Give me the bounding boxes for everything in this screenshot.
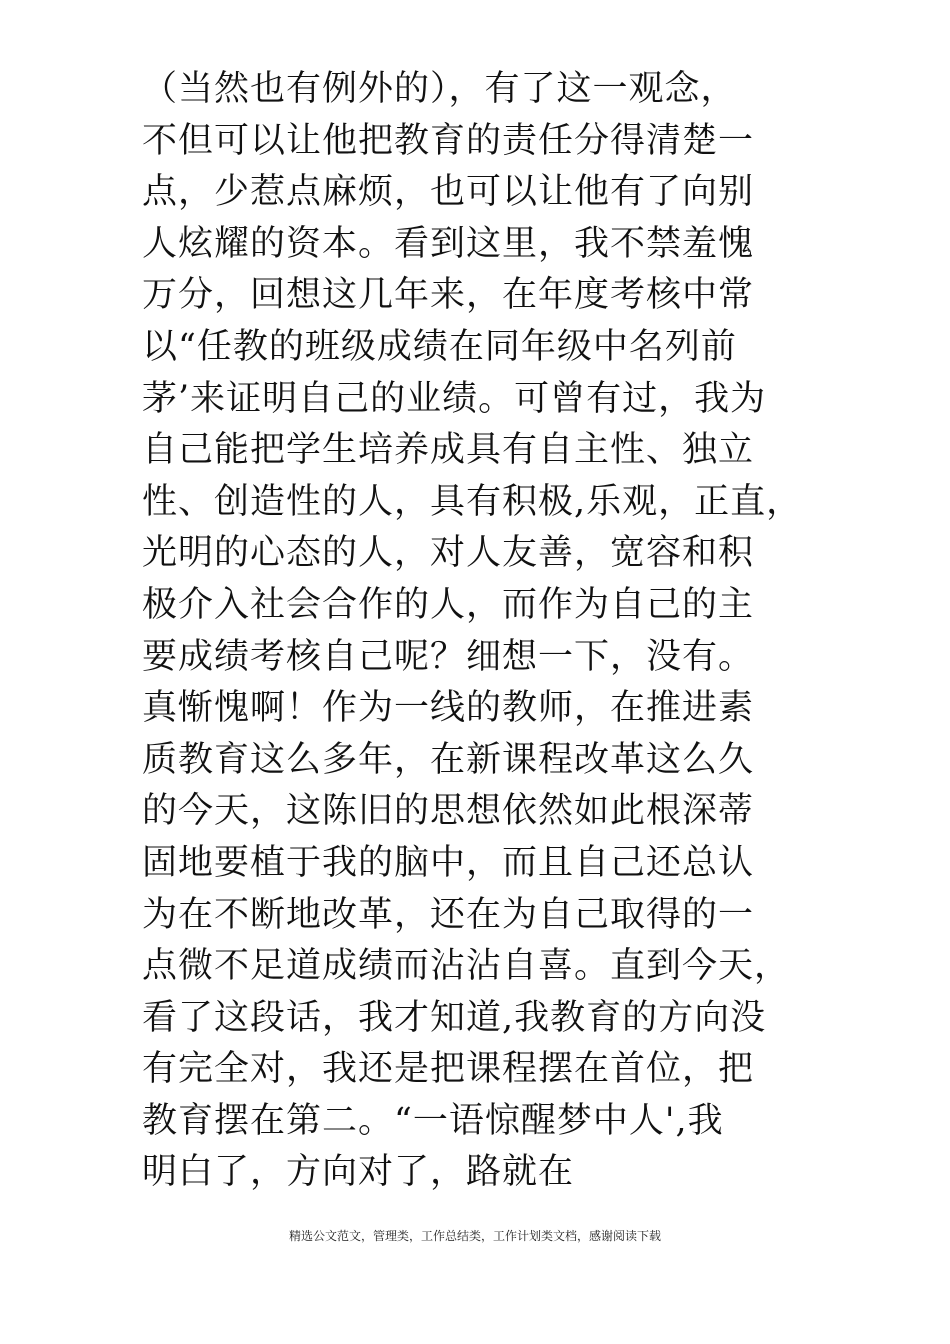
text-line: 茅’来证明自己的业绩。可曾有过，我为 bbox=[142, 378, 767, 419]
text-line: 教育摆在第二。“一语惊醒梦中人',我 bbox=[142, 1100, 724, 1141]
text-line: 性、创造性的人，具有积极,乐观，正直， bbox=[142, 481, 803, 522]
text-line: 以“任教的班级成绩在同年级中名列前 bbox=[142, 326, 737, 367]
text-line: 质教育这么多年，在新课程改革这么久 bbox=[142, 739, 755, 780]
text-line: 不但可以让他把教育的责任分得清楚一 bbox=[142, 120, 755, 161]
text-line: 要成绩考核自己呢？细想一下，没有。 bbox=[142, 636, 755, 677]
text-line: 明白了，方向对了，路就在 bbox=[142, 1152, 575, 1193]
text-line: 极介入社会合作的人，而作为自己的主 bbox=[142, 584, 755, 625]
text-line: 固地要植于我的脑中，而且自己还总认 bbox=[142, 842, 755, 883]
text-line: 自己能把学生培养成具有自主性、独立 bbox=[142, 430, 755, 471]
text-line: 光明的心态的人，对人友善，宽容和积 bbox=[142, 533, 755, 574]
text-line: 人炫耀的资本。看到这里，我不禁羞愧 bbox=[142, 223, 755, 264]
text-line: 真惭愧啊！作为一线的教师，在推进素 bbox=[142, 688, 755, 729]
text-line: 为在不断地改革，还在为自己取得的一 bbox=[142, 894, 755, 935]
text-line: 看了这段话，我才知道,我教育的方向没 bbox=[142, 997, 767, 1038]
page-footer: 精选公文范文，管理类，工作总结类，工作计划类文档，感谢阅读下载 bbox=[288, 1229, 661, 1243]
text-line: 有完全对，我还是把课程摆在首位，把 bbox=[142, 1049, 755, 1090]
body-text bbox=[142, 64, 842, 1199]
text-line: 点，少惹点麻烦，也可以让他有了向别 bbox=[142, 172, 755, 213]
text-line: 的今天，这陈旧的思想依然如此根深蒂 bbox=[142, 791, 755, 832]
text-line: 点微不足道成绩而沾沾自喜。直到今天， bbox=[142, 946, 791, 987]
text-line: 万分，回想这几年来，在年度考核中常 bbox=[142, 275, 755, 316]
text-line: （当然也有例外的），有了这一观念， bbox=[142, 69, 737, 109]
